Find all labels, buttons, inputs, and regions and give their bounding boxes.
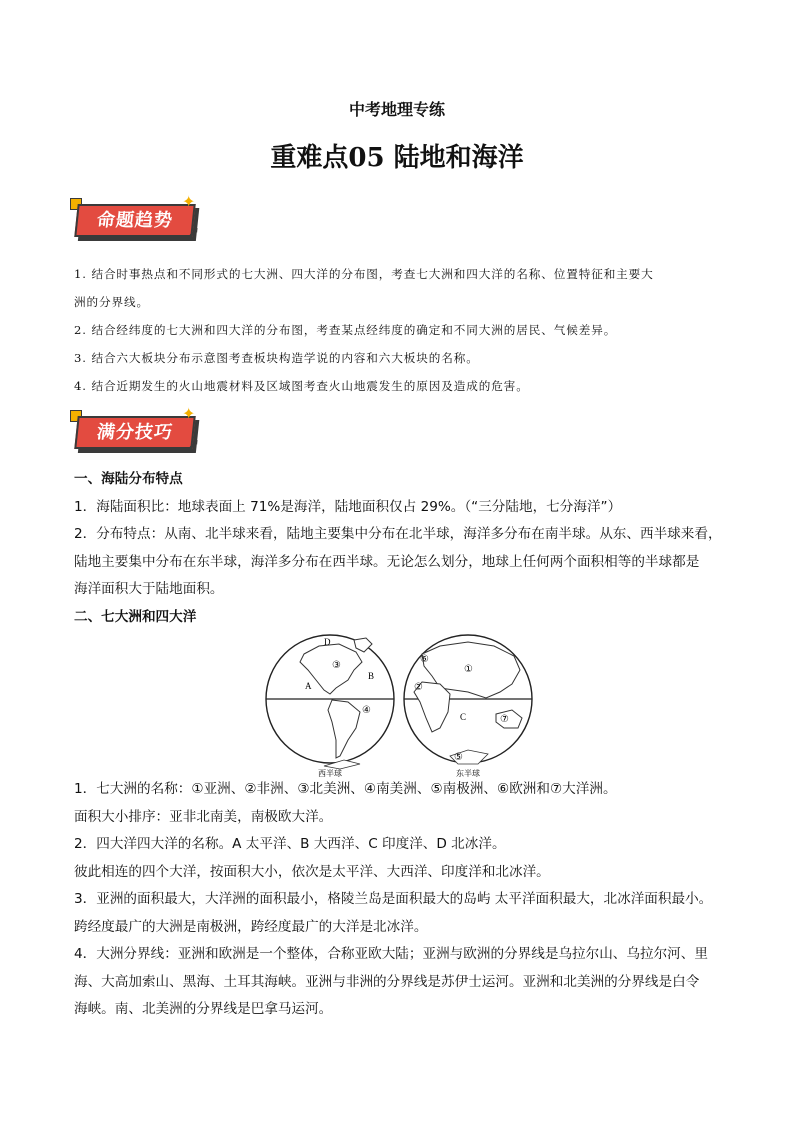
skills-badge (72, 404, 202, 454)
trend-list (74, 260, 734, 400)
map-label-6: ⑥ (420, 654, 429, 665)
trend-item: 洲的分界线。 (74, 295, 149, 309)
map-label-2: ② (414, 682, 423, 693)
map-label-A: A (305, 681, 312, 691)
map-label-5: ⑤ (454, 752, 463, 763)
trend-badge (72, 192, 202, 242)
sparkle-icon: ✦ (182, 404, 196, 423)
sparkle-icon: ✦ (182, 192, 196, 211)
east-caption: 东半球 (456, 769, 480, 778)
map-label-C: C (460, 712, 467, 722)
map-label-B: B (368, 671, 375, 681)
cursor-icon: ➚ (188, 436, 200, 452)
section-2 (74, 776, 734, 1024)
skills-badge-label: 满分技巧 (74, 416, 195, 449)
trend-item: 1. 结合时事热点和不同形式的七大洲、四大洋的分布图，考查七大洲和四大洋的名称、位置特征和主要大 (74, 267, 654, 281)
west-caption: 西半球 (318, 769, 342, 778)
map-label-D: D (324, 637, 331, 647)
paragraph: 1．七大洲的名称：①亚洲、②非洲、③北美洲、④南美洲、⑤南极洲、⑥欧洲和⑦大洋洲。 (74, 781, 617, 797)
paragraph: 2．分布特点：从南、北半球来看，陆地主要集中分布在北半球，海洋多分布在南半球。从东、西半球来看， (74, 526, 722, 542)
map-label-4: ④ (362, 705, 371, 716)
paragraph: 3．亚洲的面积最大，大洋洲的面积最小，格陵兰岛是面积最大的岛屿 太平洋面积最大，北冰洋面积最小。 (74, 891, 713, 907)
trend-item: 3. 结合六大板块分布示意图考查板块构造学说的内容和六大板块的名称。 (74, 351, 479, 365)
map-label-3: ③ (332, 660, 341, 671)
paragraph: 海峡。南、北美洲的分界线是巴拿马运河。 (74, 1001, 333, 1017)
world-hemispheres-map (264, 632, 534, 778)
trend-item: 4. 结合近期发生的火山地震材料及区域图考查火山地震发生的原因及造成的危害。 (74, 379, 529, 393)
section-heading: 二、七大洲和四大洋 (74, 608, 197, 625)
paragraph: 陆地主要集中分布在东半球，海洋多分布在西半球。无论怎么划分，地球上任何两个面积相等的半球都是 (74, 553, 700, 570)
trend-badge-label: 命题趋势 (74, 204, 195, 237)
paragraph: 海洋面积大于陆地面积。 (74, 581, 224, 597)
western-hemisphere (266, 635, 394, 769)
subtitle: 中考地理专练 (348, 100, 445, 119)
paragraph: 面积大小排序：亚非北南美，南极欧大洋。 (74, 808, 333, 825)
paragraph: 2．四大洋四大洋的名称。A 太平洋、B 大西洋、C 印度洋、D 北冰洋。 (74, 836, 506, 852)
paragraph: 1．海陆面积比：地球表面上 71%是海洋，陆地面积仅占 29%。（“三分陆地，七分海洋”） (74, 498, 622, 515)
paragraph: 海、大高加索山、黑海、土耳其海峡。亚洲与非洲的分界线是苏伊士运河。亚洲和北美洲的分界线是白令 (74, 973, 700, 990)
paragraph: 跨经度最广的大洲是南极洲，跨经度最广的大洋是北冰洋。 (74, 918, 428, 935)
map-label-7: ⑦ (500, 714, 509, 725)
cursor-icon: ➚ (188, 224, 200, 240)
section-heading: 一、海陆分布特点 (74, 471, 183, 487)
map-label-1: ① (464, 664, 473, 675)
section-1 (74, 466, 734, 631)
page-title: 重难点05 陆地和海洋 (270, 143, 524, 173)
paragraph: 彼此相连的四个大洋，按面积大小，依次是太平洋、大西洋、印度洋和北冰洋。 (74, 863, 550, 880)
paragraph: 4．大洲分界线：亚洲和欧洲是一个整体，合称亚欧大陆；亚洲与欧洲的分界线是乌拉尔山、乌拉尔河、里 (74, 946, 708, 962)
trend-item: 2. 结合经纬度的七大洲和四大洋的分布图，考查某点经纬度的确定和不同大洲的居民、气候差异。 (74, 323, 617, 337)
